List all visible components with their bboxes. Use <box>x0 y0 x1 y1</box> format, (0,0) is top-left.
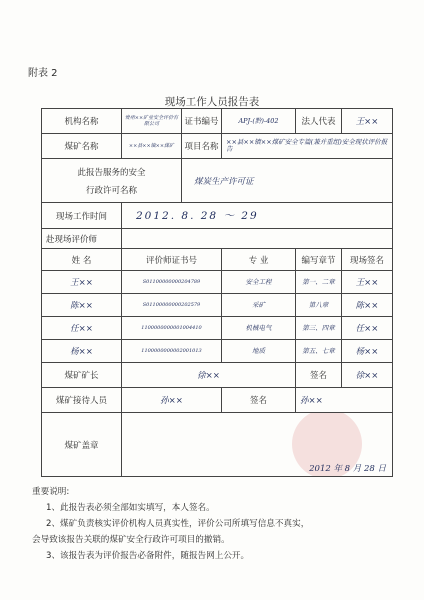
value-receiver: 孙×× <box>122 388 222 413</box>
label-project-name: 项目名称 <box>182 134 222 159</box>
evaluator-name: 杨×× <box>42 340 122 363</box>
appendix-label: 附表 2 <box>28 68 58 79</box>
header-site-sign: 现场签名 <box>342 249 393 271</box>
evaluator-cert: 1100000000001004410 <box>122 317 222 340</box>
evaluator-specialty: 采矿 <box>222 294 296 317</box>
important-notes <box>32 484 402 564</box>
value-legal-rep: 王×× <box>342 109 393 134</box>
note-2: 2、煤矿负责核实评价机构人员真实性，评价公司所填写信息不真实， <box>46 519 310 529</box>
evaluator-row <box>42 340 393 363</box>
label-mine-chief: 煤矿矿长 <box>42 363 122 388</box>
evaluator-signature: 陈×× <box>342 294 393 317</box>
value-service: 煤炭生产许可证 <box>182 159 393 203</box>
seal-area <box>122 413 393 477</box>
label-work-time: 现场工作时间 <box>42 203 122 229</box>
evaluator-cert: 1100000000002001013 <box>122 340 222 363</box>
evaluator-row <box>42 294 393 317</box>
label-mine-name: 煤矿名称 <box>42 134 122 159</box>
label-receiver-sign: 签名 <box>222 388 296 413</box>
label-mine-seal: 煤矿盖章 <box>42 413 122 477</box>
note-1: 1、此报告表必须全部如实填写，本人签名。 <box>46 503 215 513</box>
row-mine-seal <box>42 413 393 477</box>
evaluator-name: 王×× <box>42 271 122 294</box>
notes-heading: 重要说明: <box>32 487 70 497</box>
evaluator-specialty: 安全工程 <box>222 271 296 294</box>
evaluator-signature: 王×× <box>342 271 393 294</box>
evaluator-chapters: 第八章 <box>296 294 342 317</box>
label-org-name: 机构名称 <box>42 109 122 134</box>
value-receiver-signature: 孙×× <box>296 388 393 413</box>
evaluator-cert: S01100000000202579 <box>122 294 222 317</box>
value-mine-name: ××县××镇××煤矿 <box>122 134 182 159</box>
evaluator-name: 陈×× <box>42 294 122 317</box>
header-cert: 评价师证书号 <box>122 249 222 271</box>
evaluator-row <box>42 317 393 340</box>
label-evaluators: 赴现场评价师 <box>42 229 122 249</box>
value-chief-signature: 徐×× <box>342 363 393 388</box>
evaluator-signature: 杨×× <box>342 340 393 363</box>
personnel-report-table <box>41 108 393 477</box>
evaluator-specialty: 机械电气 <box>222 317 296 340</box>
evaluator-row <box>42 271 393 294</box>
evaluator-chapters: 第三、四章 <box>296 317 342 340</box>
row-mine-chief <box>42 363 393 388</box>
header-specialty: 专 业 <box>222 249 296 271</box>
evaluator-signature: 任×× <box>342 317 393 340</box>
value-work-time: 2012. 8. 28 ～ 29 <box>122 203 393 229</box>
value-date: 2012 年 8 月 28 日 <box>309 464 386 474</box>
value-mine-chief: 徐×× <box>122 363 296 388</box>
label-chief-sign: 签名 <box>296 363 342 388</box>
evaluator-name: 任×× <box>42 317 122 340</box>
row-service <box>42 159 393 203</box>
row-mine <box>42 134 393 159</box>
evaluator-specialty: 地质 <box>222 340 296 363</box>
row-work-time <box>42 203 393 229</box>
label-service <box>42 159 182 203</box>
header-name: 姓 名 <box>42 249 122 271</box>
value-org-name: 贵州××矿业安全评价有限公司 <box>122 109 182 134</box>
label-cert-no: 证书编号 <box>182 109 222 134</box>
row-evaluator-header <box>42 249 393 271</box>
row-org <box>42 109 393 134</box>
label-service-line1: 此报告服务的安全 <box>77 167 146 178</box>
evaluator-cert: S01100000000204789 <box>122 271 222 294</box>
value-project-name: ××县××镇××煤矿安全专篇(兼并重组)安全现状评价报告 <box>222 134 393 159</box>
evaluator-chapters: 第五、七章 <box>296 340 342 363</box>
note-2-continued: 会导致该报告关联的煤矿安全行政许可项目的撤销。 <box>32 535 230 545</box>
label-legal-rep: 法人代表 <box>296 109 342 134</box>
value-cert-no: APJ-(黔)-402 <box>222 109 296 134</box>
header-chapters: 编写章节 <box>296 249 342 271</box>
form-title: 现场工作人员报告表 <box>164 96 260 108</box>
evaluator-chapters: 第一、二章 <box>296 271 342 294</box>
label-receiver: 煤矿接待人员 <box>42 388 122 413</box>
row-receiver <box>42 388 393 413</box>
note-3: 3、该报告表为评价报告必备附件，随报告网上公开。 <box>46 551 250 561</box>
row-evaluators-heading <box>42 229 393 249</box>
label-service-line2: 行政许可名称 <box>85 185 137 196</box>
